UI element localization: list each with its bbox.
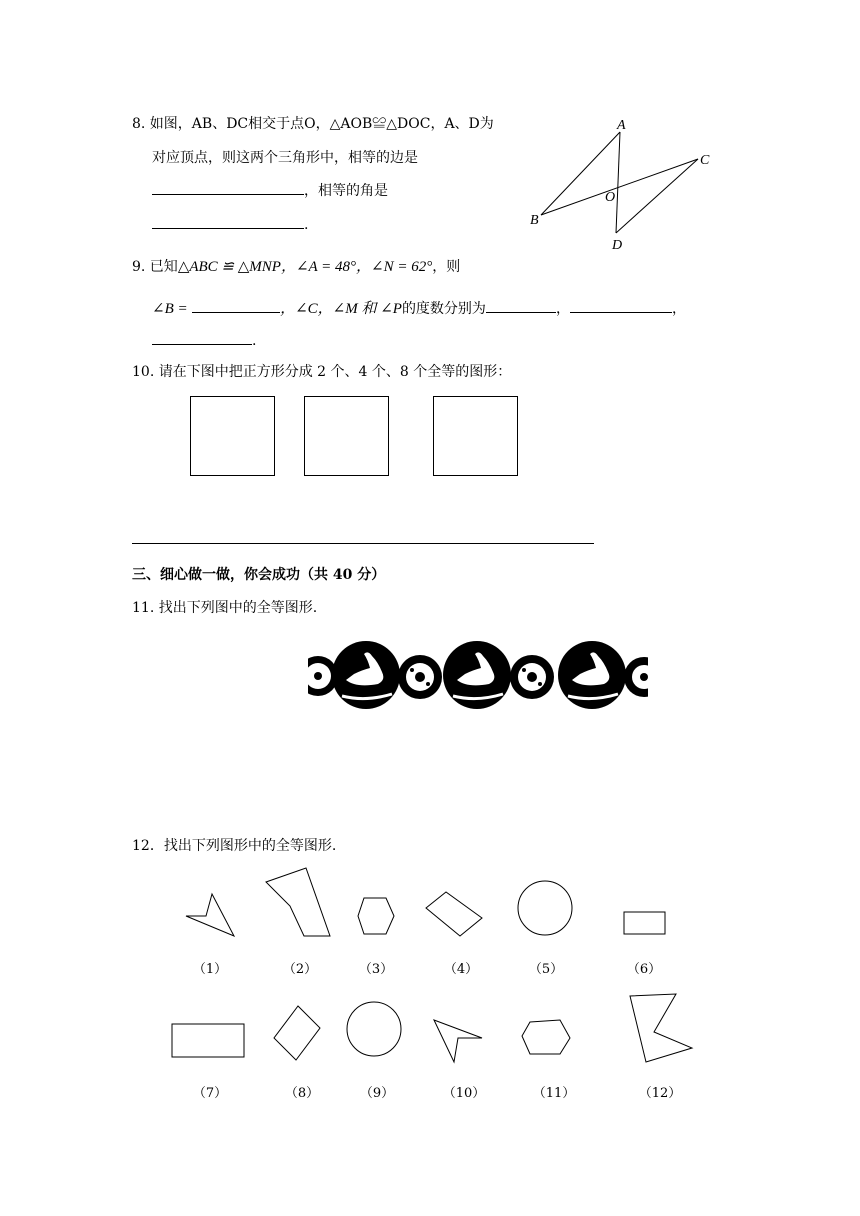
shape-4[interactable] xyxy=(424,890,486,940)
q9-prefix: 9. 已知 xyxy=(132,259,178,275)
section3-heading: 三、细心做一做，你会成功（共 40 分） xyxy=(132,567,386,583)
q9-angle-b: ∠B = xyxy=(152,301,188,317)
q11-text: 11. 找出下列图中的全等图形. xyxy=(132,600,318,616)
label-d: D xyxy=(612,238,623,253)
shape-12[interactable] xyxy=(626,992,696,1064)
caption-3: （3） xyxy=(358,962,394,977)
answer-blank[interactable] xyxy=(192,298,280,313)
q9-end: . xyxy=(252,333,257,349)
medallion-strip-figure xyxy=(308,640,648,710)
q8-line2: 对应顶点，则这两个三角形中，相等的边是 xyxy=(152,150,418,166)
answer-blank[interactable] xyxy=(570,298,672,313)
swan-medallion-icon xyxy=(558,641,626,709)
caption-7: （7） xyxy=(192,1086,228,1101)
label-b: B xyxy=(530,213,539,228)
label-o: O xyxy=(605,190,616,205)
q9-line3 xyxy=(152,330,256,349)
swan-medallion-icon xyxy=(443,641,511,709)
shape-7[interactable] xyxy=(168,1020,248,1060)
square-2[interactable] xyxy=(304,396,389,476)
answer-blank[interactable] xyxy=(152,330,252,345)
label-a: A xyxy=(617,118,626,133)
flower-medallion-icon xyxy=(298,656,338,696)
q8-line4 xyxy=(152,214,308,233)
caption-10: （10） xyxy=(442,1086,486,1101)
section-divider xyxy=(132,543,594,544)
caption-11: （11） xyxy=(532,1086,576,1101)
shape-6[interactable] xyxy=(622,908,670,938)
caption-1: （1） xyxy=(192,962,228,977)
q8-line1: 8. 如图，AB、DC相交于点O，△AOB≌△DOC，A、D为 xyxy=(132,116,494,132)
flower-medallion-icon xyxy=(624,657,664,697)
shape-11[interactable] xyxy=(520,1018,572,1058)
intersecting-triangles-figure xyxy=(520,115,720,255)
q9-sep2: ， xyxy=(671,301,686,317)
shape-3[interactable] xyxy=(356,896,396,941)
q9-degree-text: 的度数分别为 xyxy=(401,301,486,317)
flower-medallion-icon xyxy=(398,655,442,699)
shape-5[interactable] xyxy=(516,880,576,940)
caption-2: （2） xyxy=(282,962,318,977)
answer-blank[interactable] xyxy=(486,298,556,313)
q9-line1 xyxy=(132,255,460,276)
answer-blank[interactable] xyxy=(152,180,304,195)
q9-sep1: ， xyxy=(555,301,570,317)
q9-then: ，则 xyxy=(432,259,461,275)
q9-line2 xyxy=(152,297,686,318)
label-c: C xyxy=(700,153,710,168)
answer-blank[interactable] xyxy=(152,214,304,229)
shape-1[interactable] xyxy=(180,888,240,938)
shape-10[interactable] xyxy=(430,1014,486,1064)
q12-text: 12．找出下列图形中的全等图形. xyxy=(132,838,337,854)
caption-9: （9） xyxy=(359,1086,395,1101)
shape-9[interactable] xyxy=(344,1000,406,1060)
caption-6: （6） xyxy=(626,962,662,977)
shape-2[interactable] xyxy=(260,866,340,936)
swan-medallion-icon xyxy=(332,641,400,709)
caption-8: （8） xyxy=(284,1086,320,1101)
q10-text: 10. 请在下图中把正方形分成 2 个、4 个、8 个全等的图形： xyxy=(132,364,512,380)
caption-4: （4） xyxy=(443,962,479,977)
caption-5: （5） xyxy=(528,962,564,977)
q8-line3-suffix: ，相等的角是 xyxy=(304,183,388,199)
square-1[interactable] xyxy=(190,396,275,476)
q8-line3 xyxy=(152,180,388,200)
caption-12: （12） xyxy=(638,1086,682,1101)
q9-given: △ABC ≌ △MNP，∠A = 48°，∠N = 62° xyxy=(177,259,433,275)
q8-line4-suffix: . xyxy=(304,217,309,233)
square-3[interactable] xyxy=(433,396,518,476)
shape-8[interactable] xyxy=(270,1002,326,1062)
q9-angles: ，∠C，∠M 和 ∠P xyxy=(280,301,402,317)
flower-medallion-icon xyxy=(510,655,554,699)
